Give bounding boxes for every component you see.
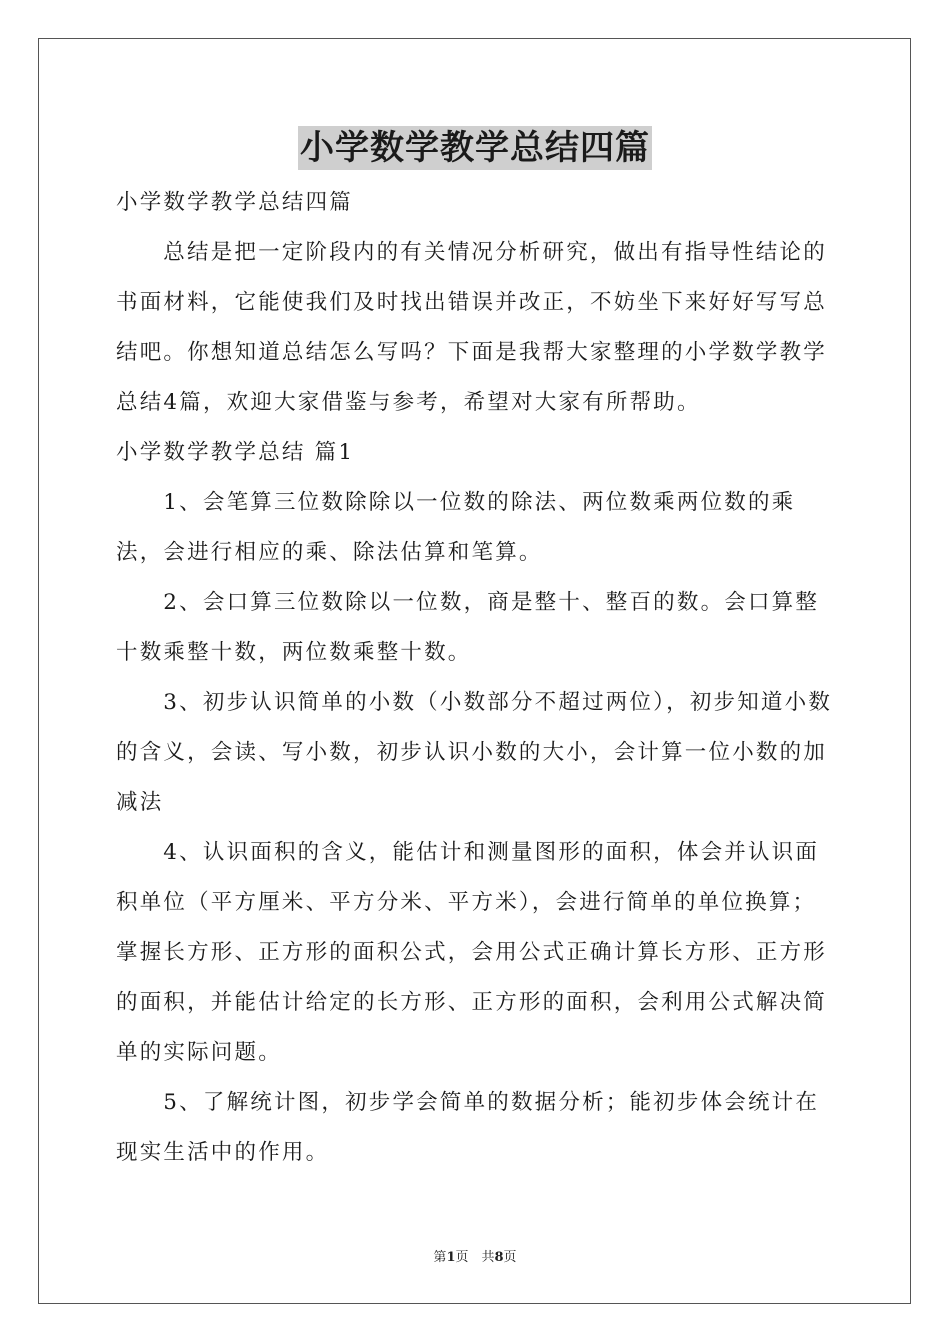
list-item-3: 3、初步认识简单的小数（小数部分不超过两位），初步知道小数的含义，会读、写小数，初步认识小数的大小，会计算一位小数的加减法 — [116, 690, 833, 815]
footer-prefix: 第 — [433, 1250, 447, 1265]
list-item-4: 4、认识面积的含义，能估计和测量图形的面积，体会并认识面积单位（平方厘米、平方分米、平方米），会进行简单的单位换算；掌握长方形、正方形的面积公式，会用公式正确计算长方形、正方形的面积，并能估计给定的长方形、正方形的面积，会利用公式解决简单的实际问题。 — [116, 840, 828, 1065]
list-item-1: 1、会笔算三位数除除以一位数的除法、两位数乘两位数的乘法，会进行相应的乘、除法估算和笔算。 — [116, 490, 796, 565]
section-heading: 小学数学教学总结 篇1 — [116, 440, 355, 465]
document-body — [116, 178, 838, 1178]
list-item-5: 5、了解统计图，初步学会简单的数据分析；能初步体会统计在现实生活中的作用。 — [116, 1090, 820, 1165]
subtitle-line: 小学数学教学总结四篇 — [116, 190, 354, 215]
page-footer — [0, 1246, 950, 1265]
footer-total-pages: 8 — [494, 1250, 504, 1265]
list-item-2: 2、会口算三位数除以一位数，商是整十、整百的数。会口算整十数乘整十数，两位数乘整十数。 — [116, 590, 820, 665]
footer-middle: 页 共 — [455, 1250, 495, 1265]
document-title: 小学数学教学总结四篇 — [300, 128, 650, 168]
intro-paragraph: 总结是把一定阶段内的有关情况分析研究，做出有指导性结论的书面材料，它能使我们及时找出错误并改正，不妨坐下来好好写写总结吧。你想知道总结怎么写吗？下面是我帮大家整理的小学数学教学总结4篇，欢迎大家借鉴与参考，希望对大家有所帮助。 — [116, 240, 828, 415]
footer-current-page: 1 — [446, 1250, 456, 1265]
title-wrap — [0, 126, 950, 170]
footer-suffix: 页 — [503, 1250, 517, 1265]
